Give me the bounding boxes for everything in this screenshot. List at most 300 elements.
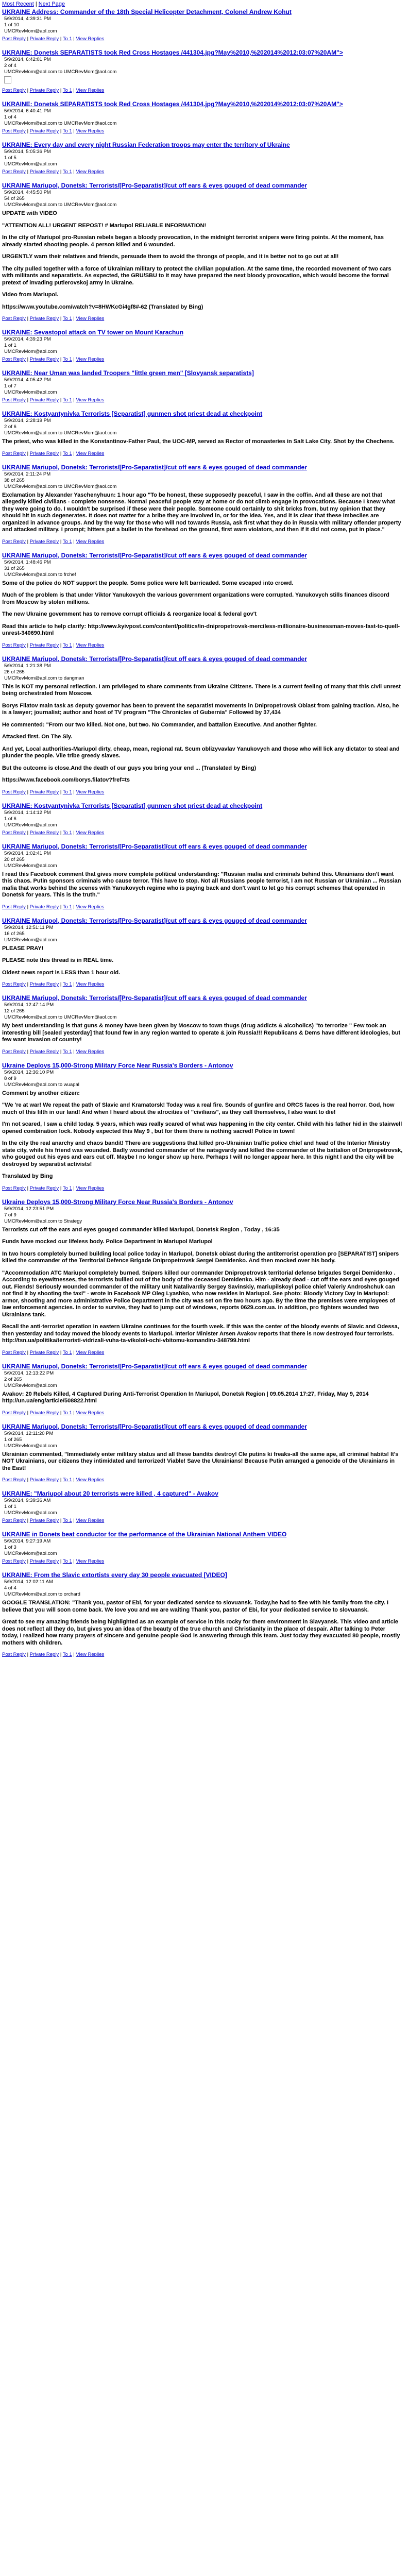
post-title-link[interactable]: UKRAINE Mariupol, Donetsk: Terrorists/[Pro-Separatist]/cut off ears & eyes gouged of dead commander	[2, 842, 307, 850]
private-reply-link[interactable]: Private Reply	[29, 1518, 59, 1523]
post-date: 5/9/2014, 12:23:51 PM	[4, 1206, 54, 1212]
link-separator: |	[25, 1185, 30, 1191]
post-count: 8 of 9	[4, 1075, 16, 1081]
private-reply-link[interactable]: Private Reply	[29, 1048, 59, 1055]
post-actions	[2, 397, 403, 403]
view-replies-link[interactable]: View Replies	[76, 829, 105, 836]
post-paragraph: URGENTLY warn their relatives and friends, persuade them to avoid the throngs of people, and it is better not to go out at all!	[2, 253, 339, 260]
view-replies-link[interactable]: View Replies	[76, 316, 105, 321]
to-link[interactable]: To 1	[62, 1652, 72, 1657]
post-author: UMCRevMom@aol.com to frchef	[4, 571, 76, 578]
private-reply-link[interactable]: Private Reply	[29, 1477, 59, 1483]
post-paragraph: Exclamation by Alexander Yaschenyhuun: 1 hour ago "To be honest, these supposedly peaceful, I saw in the coffin. And all these are not that allegedly killed civilians - complete nonsense. Normal peaceful people stay at home or do not climb engage in provocations. Because I knew what they were going to do. I wouldn't be surprised if these were their people. Someone could certainly to shit bricks from, but my opinion that they should hit in such degenerates. It does not matter for a bribe they are involved in, or for the idea. Yes, and it is clear that these imbeciles are organized in advance groups. And by the way for those who will nod towards Russia, ask first what they do in Russia with military offender property and attacked military. I prompt; hitters put a bullet in the forehead on the ground, first warn violators, and then if it did not come, put in place."	[2, 492, 401, 533]
post-author: UMCRevMom@aol.com	[4, 1510, 57, 1516]
post-count: 1 of 265	[4, 1436, 22, 1443]
post-author: UMCRevMom@aol.com to dangman	[4, 675, 84, 681]
link-separator: |	[25, 1410, 30, 1416]
link-separator: |	[59, 88, 63, 93]
private-reply-link[interactable]: Private Reply	[29, 169, 59, 175]
post-paragraph: The new Ukraine government has to remove corrupt officials & reorganize local & federal gov't	[2, 611, 257, 617]
private-reply-link[interactable]: Private Reply	[29, 316, 59, 321]
to-link[interactable]: To 1	[62, 1477, 72, 1483]
post-actions	[2, 1350, 403, 1355]
post-date: 5/9/2014, 12:02:11 AM	[4, 1579, 53, 1585]
link-separator: |	[59, 642, 63, 648]
post-actions	[2, 904, 403, 910]
message-post	[2, 1062, 403, 1191]
post-reply-link[interactable]: Post Reply	[2, 397, 26, 403]
post-author: UMCRevMom@aol.com to UMCRevMom@aol.com	[4, 69, 117, 75]
link-separator: |	[59, 1518, 63, 1523]
post-paragraph: Oldest news report is LESS than 1 hour old.	[2, 969, 121, 976]
post-title-link[interactable]: UKRAINE Mariupol, Donetsk: Terrorists/[Pro-Separatist]/cut off ears & eyes gouged of dead commander	[2, 463, 307, 471]
link-separator: |	[72, 1048, 76, 1055]
view-replies-link[interactable]: View Replies	[76, 1349, 105, 1355]
post-body	[2, 1451, 403, 1472]
post-paragraph: Great to see my amazing friends being highlighted as an example of service in this rocky for them environment in Slavyansk. This video and article does not reflect all they do, but gives you an idea of the beauty of the true church and Christianity in the place of despair. After talking to Peter today, I realized how many prayers of sincere and genuine people God is answering through this team. Just today they evacuated 80 people, mostly mothers with children.	[2, 1619, 400, 1646]
private-reply-link[interactable]: Private Reply	[29, 1185, 59, 1191]
link-separator: |	[72, 128, 76, 134]
link-separator: |	[72, 316, 76, 321]
post-date: 5/9/2014, 12:11:20 PM	[4, 1430, 54, 1436]
view-replies-link[interactable]: View Replies	[76, 981, 105, 987]
post-paragraph: The priest, who was killed in the Konstantinov-Father Paul, the UOC-MP, served as Rector of monasteries in Salt Lake City. Shot by the Chechens.	[2, 438, 395, 445]
to-link[interactable]: To 1	[62, 88, 72, 93]
post-body	[2, 580, 403, 637]
to-link[interactable]: To 1	[62, 1349, 72, 1355]
message-post	[2, 100, 403, 134]
private-reply-link[interactable]: Private Reply	[29, 1349, 59, 1355]
post-actions	[2, 88, 403, 93]
to-link[interactable]: To 1	[62, 1558, 72, 1564]
private-reply-link[interactable]: Private Reply	[29, 1558, 59, 1564]
post-title-link[interactable]: UKRAINE Mariupol, Donetsk: Terrorists/[Pro-Separatist]/cut off ears & eyes gouged of dead commander	[2, 1422, 307, 1430]
link-separator: |	[59, 1410, 63, 1416]
link-separator: |	[72, 1349, 76, 1355]
message-post	[2, 917, 403, 988]
link-separator: |	[72, 1185, 76, 1191]
link-separator: |	[25, 981, 30, 987]
to-link[interactable]: To 1	[62, 316, 72, 321]
link-separator: |	[25, 642, 30, 648]
post-paragraph: PLEASE PRAY!	[2, 945, 44, 952]
view-replies-link[interactable]: View Replies	[76, 1410, 105, 1416]
top-nav	[0, 0, 409, 8]
post-reply-link[interactable]: Post Reply	[2, 1048, 26, 1055]
post-count: 1 of 7	[4, 383, 16, 389]
message-post	[2, 802, 403, 836]
post-count: 1 of 5	[4, 155, 16, 161]
post-title-link[interactable]: UKRAINE Address: Commander of the 18th Special Helicopter Detachment, Colonel Andrew Kohut	[2, 8, 292, 15]
post-title-link[interactable]: UKRAINE Mariupol, Donetsk: Terrorists/[Pro-Separatist]/cut off ears & eyes gouged of dead commander	[2, 917, 307, 924]
link-separator: |	[59, 1048, 63, 1055]
link-separator: |	[25, 1652, 30, 1657]
link-separator: |	[72, 357, 76, 362]
post-reply-link[interactable]: Post Reply	[2, 450, 26, 456]
view-replies-link[interactable]: View Replies	[76, 1477, 105, 1483]
link-separator: |	[72, 1652, 76, 1657]
post-date: 5/9/2014, 6:42:01 PM	[4, 57, 51, 62]
post-reply-link[interactable]: Post Reply	[2, 36, 26, 42]
private-reply-link[interactable]: Private Reply	[29, 829, 59, 836]
private-reply-link[interactable]: Private Reply	[29, 450, 59, 456]
message-post	[2, 182, 403, 321]
message-post	[2, 994, 403, 1055]
link-separator: |	[25, 397, 30, 403]
to-link[interactable]: To 1	[62, 829, 72, 836]
to-link[interactable]: To 1	[62, 1410, 72, 1416]
private-reply-link[interactable]: Private Reply	[29, 36, 59, 42]
link-separator: |	[25, 36, 30, 42]
link-separator: |	[25, 450, 30, 456]
message-post	[2, 1571, 403, 1657]
post-title-link[interactable]: UKRAINE Mariupol, Donetsk: Terrorists/[Pro-Separatist]/cut off ears & eyes gouged of dead commander	[2, 655, 307, 663]
post-body	[2, 438, 403, 446]
to-link[interactable]: To 1	[62, 981, 72, 987]
post-reply-link[interactable]: Post Reply	[2, 1410, 26, 1416]
post-actions	[2, 1185, 403, 1191]
post-paragraph: Video from Mariupol.	[2, 292, 59, 298]
message-post	[2, 1490, 403, 1523]
post-title-link[interactable]: UKRAINE Mariupol, Donetsk: Terrorists/[Pro-Separatist]/cut off ears & eyes gouged of dead commander	[2, 551, 307, 559]
post-author: UMCRevMom@aol.com to orchard	[4, 1591, 80, 1597]
post-author: UMCRevMom@aol.com to UMCRevMom@aol.com	[4, 430, 117, 436]
view-replies-link[interactable]: View Replies	[76, 1185, 105, 1191]
private-reply-link[interactable]: Private Reply	[29, 789, 59, 795]
post-title-link[interactable]: UKRAINE: Donetsk SEPARATISTS took Red Cross Hostages /441304.jpg?May%2010,%202014%2012:03:07%20AM">	[2, 100, 343, 108]
post-author: UMCRevMom@aol.com	[4, 161, 57, 167]
link-separator: |	[25, 169, 30, 175]
post-date: 5/9/2014, 9:39:36 AM	[4, 1498, 51, 1503]
view-replies-link[interactable]: View Replies	[76, 1518, 105, 1523]
link-separator: |	[72, 169, 76, 175]
link-separator: |	[25, 1477, 30, 1483]
post-title-link[interactable]: UKRAINE: Near Uman was landed Troopers "little green men" [Slovyansk separatists]	[2, 369, 254, 377]
private-reply-link[interactable]: Private Reply	[29, 1652, 59, 1657]
to-link[interactable]: To 1	[62, 642, 72, 648]
message-post	[2, 1363, 403, 1416]
post-count: 1 of 4	[4, 114, 16, 120]
post-title-link[interactable]: UKRAINE Mariupol, Donetsk: Terrorists/[Pro-Separatist]/cut off ears & eyes gouged of dead commander	[2, 182, 307, 189]
post-paragraph: He commented: "From our two killed. Not one, but two. No Commander, and battalion Executive. And another fighter.	[2, 721, 317, 728]
message-post	[2, 464, 403, 545]
post-date: 5/9/2014, 6:40:41 PM	[4, 108, 51, 114]
private-reply-link[interactable]: Private Reply	[29, 538, 59, 545]
post-count: 1 of 1	[4, 1504, 16, 1510]
post-actions	[2, 981, 403, 987]
post-title-link[interactable]: UKRAINE: From the Slavic extortists every day 30 people evacuated [VIDEO]	[2, 1571, 227, 1579]
post-paragraph: Some of the police do NOT support the people. Some police were left barricaded. Some escaped into crowd.	[2, 580, 294, 586]
post-reply-link[interactable]: Post Reply	[2, 1652, 26, 1657]
broken-image-icon	[4, 76, 11, 83]
post-reply-link[interactable]: Post Reply	[2, 981, 26, 987]
post-actions	[2, 1558, 403, 1564]
post-paragraph: My best understanding is that guns & money have been given by Moscow to town thugs (drug addicts & alcoholics) "to terrorize " Few took an interesting bill [sealed yesterday] that found few in any region wanted to operate & join Russia!!! Republicans & Dems have different ideologies, but few want invasion of country!	[2, 1023, 401, 1043]
view-replies-link[interactable]: View Replies	[76, 169, 105, 175]
post-actions	[2, 830, 403, 836]
post-title-link[interactable]: UKRAINE: Every day and every night Russian Federation troops may enter the territory of Ukraine	[2, 141, 290, 148]
link-separator: |	[72, 1410, 76, 1416]
private-reply-link[interactable]: Private Reply	[29, 88, 59, 93]
view-replies-link[interactable]: View Replies	[76, 538, 105, 545]
link-separator: |	[25, 316, 30, 321]
link-separator: |	[25, 1048, 30, 1055]
post-actions	[2, 357, 403, 362]
link-separator: |	[59, 169, 63, 175]
post-reply-link[interactable]: Post Reply	[2, 1518, 26, 1523]
post-paragraph: Avakov: 20 Rebels Killed, 4 Captured During Anti-Terrorist Operation In Mariupol, Donetsk Region | 09.05.2014 17:27, Friday, May 9, 2014 http://un.ua/eng/article/508822.html	[2, 1391, 369, 1404]
post-reply-link[interactable]: Post Reply	[2, 316, 26, 321]
link-separator: |	[25, 904, 30, 910]
private-reply-link[interactable]: Private Reply	[29, 981, 59, 987]
post-title-link[interactable]: UKRAINE: Donetsk SEPARATISTS took Red Cross Hostages /441304.jpg?May%2010,%202014%2012:03:07%20AM">	[2, 49, 343, 56]
view-replies-link[interactable]: View Replies	[76, 1048, 105, 1055]
post-count: 1 of 6	[4, 816, 16, 822]
message-post	[2, 843, 403, 910]
post-title-link[interactable]: UKRAINE Mariupol, Donetsk: Terrorists/[Pro-Separatist]/cut off ears & eyes gouged of dead commander	[2, 1362, 307, 1370]
post-reply-link[interactable]: Post Reply	[2, 88, 26, 93]
post-paragraph: UPDATE with VIDEO	[2, 210, 57, 216]
link-separator: |	[59, 36, 63, 42]
post-paragraph: Comment by another citizen:	[2, 1090, 80, 1096]
private-reply-link[interactable]: Private Reply	[29, 1410, 59, 1416]
view-replies-link[interactable]: View Replies	[76, 1558, 105, 1564]
post-count: 16 of 265	[4, 930, 25, 937]
post-count: 2 of 6	[4, 424, 16, 430]
message-post	[2, 552, 403, 648]
view-replies-link[interactable]: View Replies	[76, 88, 105, 93]
link-separator: |	[59, 789, 63, 795]
private-reply-link[interactable]: Private Reply	[29, 397, 59, 403]
to-link[interactable]: To 1	[62, 36, 72, 42]
message-post	[2, 8, 403, 42]
post-author: UMCRevMom@aol.com	[4, 389, 57, 395]
to-link[interactable]: To 1	[62, 1185, 72, 1191]
link-separator: |	[25, 1558, 30, 1564]
post-paragraph: GOOGLE TRANSLATION: "Thank you, pastor of Ebi, for your dedicated service to slovuansk. Today,he had to flee with his family from the city. I believe that you will soon come back. We love you and we are waiting Thank you, pastor of Ebi, for your dedicated service to slovuansk.	[2, 1600, 389, 1613]
post-title-link[interactable]: UKRAINE Mariupol, Donetsk: Terrorists/[Pro-Separatist]/cut off ears & eyes gouged of dead commander	[2, 994, 307, 1002]
post-count: 7 of 9	[4, 1212, 16, 1218]
to-link[interactable]: To 1	[62, 128, 72, 134]
post-paragraph: I read this Facebook comment that gives more complete political understanding: "Russian mafia and criminals behind this. Ukrainians don't want this chaos. Putin sponsors criminals who cause terror. This have to stop. Not all Russians people terrorist, I am not Russian or Ukrainian ... Russian mafia that works behind the scenes with Yanukovych regime who is paying back and don't want to let go his corrupt schemes that operated in Donetsk for years. This is the truth."	[2, 871, 401, 898]
link-separator: |	[72, 88, 76, 93]
post-body	[2, 1600, 403, 1647]
view-replies-link[interactable]: View Replies	[76, 36, 105, 42]
link-separator: |	[72, 1477, 76, 1483]
link-separator: |	[59, 981, 63, 987]
nav-separator: |	[35, 1, 37, 7]
post-paragraph: https://www.facebook.com/borys.filatov?fref=ts	[2, 777, 130, 783]
post-title-link[interactable]: UKRAINE in Donets beat conductor for the performance of the Ukrainian National Anthem VIDEO	[2, 1531, 287, 1538]
post-count: 4 of 4	[4, 1585, 16, 1591]
next-page-link[interactable]: Next Page	[38, 1, 65, 7]
to-link[interactable]: To 1	[62, 169, 72, 175]
link-separator: |	[25, 357, 30, 362]
post-reply-link[interactable]: Post Reply	[2, 538, 26, 545]
message-post	[2, 410, 403, 456]
link-separator: |	[59, 1477, 63, 1483]
post-author: UMCRevMom@aol.com	[4, 937, 57, 943]
post-count: 12 of 265	[4, 1008, 25, 1014]
message-post	[2, 49, 403, 93]
link-separator: |	[72, 36, 76, 42]
private-reply-link[interactable]: Private Reply	[29, 357, 59, 362]
post-body	[2, 210, 403, 311]
post-date: 5/9/2014, 1:21:38 PM	[4, 663, 51, 669]
post-actions	[2, 1652, 403, 1657]
link-separator: |	[72, 538, 76, 545]
message-post	[2, 655, 403, 795]
post-actions	[2, 128, 403, 134]
post-author: UMCRevMom@aol.com	[4, 1443, 57, 1449]
private-reply-link[interactable]: Private Reply	[29, 128, 59, 134]
post-author: UMCRevMom@aol.com to wuapal	[4, 1081, 79, 1088]
post-reply-link[interactable]: Post Reply	[2, 642, 26, 648]
link-separator: |	[72, 1518, 76, 1523]
post-reply-link[interactable]: Post Reply	[2, 128, 26, 134]
post-author: UMCRevMom@aol.com to UMCRevMom@aol.com	[4, 202, 117, 208]
to-link[interactable]: To 1	[62, 450, 72, 456]
post-actions	[2, 316, 403, 321]
to-link[interactable]: To 1	[62, 789, 72, 795]
view-replies-link[interactable]: View Replies	[76, 1652, 105, 1657]
link-separator: |	[25, 88, 30, 93]
post-author: UMCRevMom@aol.com to UMCRevMom@aol.com	[4, 483, 117, 489]
post-paragraph: "Accommodation ATC Mariupol completely burned. Snipers killed our commander Dnipropetrovsk territorial defense brigades Sergei Demidenko . According to eyewitnesses, the terrorists bullied out of the body of the deceased Demidenko. Him - already dead - cut off the ears and eyes gouged out. Fiends! Seriously wounded commander of the military unit Natalivardiy Sergey Savinskiy, mariupilskoyi police chief Valeriy Androshchuk can not find it by shooting the taxi" - wrote in Facebook MP Oleg Lyashko, who now resides in Mariupol. See photo: Bloody Victory Day in Mariupol: armor, shooting and more administrative Police Department in the city was set on fire two hours ago. By the time the premises were employees of law enforcement agencies. In order to survive, they had to jump out of windows, reports 0629.com.ua. In addition, pro fighters wounded two Ukrainians tank.	[2, 1269, 399, 1318]
post-count: 2 of 4	[4, 63, 16, 69]
link-separator: |	[59, 538, 63, 545]
post-date: 5/9/2014, 12:47:14 PM	[4, 1002, 54, 1008]
message-post	[2, 141, 403, 175]
link-separator: |	[72, 789, 76, 795]
post-actions	[2, 1518, 403, 1523]
post-author: UMCRevMom@aol.com	[4, 862, 57, 869]
post-paragraph: Recall the anti-terrorist operation in eastern Ukraine continues for the fourth week. If this was the center of the bloody events of Slavic and Odessa, then yesterday and today moved the bloody events to Mariupol. Interior Minister Arsen Avakov reports that there is now destroyed four terrorists. http://tsn.ua/politika/terroristi-vidrizali-vuha-ta-vikololi-ochi-vbitomu-komandiru-348799.html	[2, 1324, 399, 1344]
view-replies-link[interactable]: View Replies	[76, 128, 105, 134]
post-author: UMCRevMom@aol.com to Strategy	[4, 1218, 82, 1224]
post-paragraph: But the outcome is close.And the death of our guys you bring your end ... (Translated by Bing)	[2, 765, 257, 771]
link-separator: |	[59, 829, 63, 836]
link-separator: |	[25, 829, 30, 836]
link-separator: |	[25, 538, 30, 545]
post-title-link[interactable]: Ukraine Deploys 15,000-Strong Military Force Near Russia's Borders - Antonov	[2, 1198, 233, 1206]
post-reply-link[interactable]: Post Reply	[2, 829, 26, 836]
post-body	[2, 1227, 403, 1345]
most-recent-link[interactable]: Most Recent	[2, 1, 34, 7]
post-date: 5/9/2014, 2:11:24 PM	[4, 471, 51, 477]
post-date: 5/9/2014, 4:45:50 PM	[4, 190, 51, 195]
post-actions	[2, 642, 403, 648]
post-paragraph: "ATTENTION ALL! URGENT REPOST! # Mariupol RELIABLE INFORMATION!	[2, 222, 207, 229]
post-title-link[interactable]: Ukraine Deploys 15,000-Strong Military Force Near Russia's Borders - Antonov	[2, 1061, 233, 1069]
message-post	[2, 369, 403, 403]
post-author: UMCRevMom@aol.com	[4, 1551, 57, 1556]
post-date: 5/9/2014, 1:02:41 PM	[4, 850, 51, 856]
to-link[interactable]: To 1	[62, 538, 72, 545]
post-reply-link[interactable]: Post Reply	[2, 357, 26, 362]
post-paragraph: In the city of Mariupol pro-Russian rebels began a bloody provocation, in the midnight terrorist snipers were firing points. At the moment, has already started shooting people. 4 person killed and 6 wounded.	[2, 234, 384, 248]
post-date: 5/9/2014, 5:05:36 PM	[4, 149, 51, 155]
post-title-link[interactable]: UKRAINE: Kostyantynivka Terrorists [Separatist] gunmen shot priest dead at checkpoint	[2, 802, 263, 809]
view-replies-link[interactable]: View Replies	[76, 450, 105, 456]
post-reply-link[interactable]: Post Reply	[2, 1185, 26, 1191]
post-paragraph: This is NOT my personal reflection. I am privileged to share comments from Ukraine Citizens. There is a current feeling of many that this civil unrest being orchestrated from Moscow.	[2, 683, 401, 697]
private-reply-link[interactable]: Private Reply	[29, 642, 59, 648]
to-link[interactable]: To 1	[62, 357, 72, 362]
link-separator: |	[72, 450, 76, 456]
post-date: 5/9/2014, 1:14:12 PM	[4, 809, 51, 816]
post-paragraph: Attacked first. On The Sly.	[2, 734, 73, 740]
link-separator: |	[59, 450, 63, 456]
post-body	[2, 1023, 403, 1044]
post-count: 1 of 1	[4, 343, 16, 348]
post-date: 5/9/2014, 12:13:22 PM	[4, 1370, 54, 1376]
post-count: 38 of 265	[4, 477, 25, 483]
post-author: UMCRevMom@aol.com	[4, 1382, 57, 1388]
link-separator: |	[25, 789, 30, 795]
post-count: 1 of 3	[4, 1545, 16, 1550]
link-separator: |	[25, 1518, 30, 1523]
post-paragraph: "We 're at war! We repeat the path of Slavic and Kramatorsk! Today was a real fire. Sounds of gunfire and ORCS faces is the real horror. God, how much of this filth in our land! And when I heard about the atrocities of "civilians", as they call themselves, I also want to die!	[2, 1102, 395, 1115]
post-date: 5/9/2014, 2:28:19 PM	[4, 418, 51, 423]
view-replies-link[interactable]: View Replies	[76, 397, 105, 403]
to-link[interactable]: To 1	[62, 397, 72, 403]
to-link[interactable]: To 1	[62, 1518, 72, 1523]
view-replies-link[interactable]: View Replies	[76, 904, 105, 910]
link-separator: |	[25, 1349, 30, 1355]
post-actions	[2, 36, 403, 42]
post-count: 1 of 10	[4, 22, 20, 28]
post-reply-link[interactable]: Post Reply	[2, 789, 26, 795]
post-date: 5/9/2014, 4:39:23 PM	[4, 336, 51, 342]
post-author: UMCRevMom@aol.com to UMCRevMom@aol.com	[4, 1014, 117, 1020]
post-title-link[interactable]: UKRAINE: Sevastopol attack on TV tower on Mount Karachun	[2, 329, 184, 336]
link-separator: |	[59, 1652, 63, 1657]
post-paragraph: The city pulled together with a force of Ukrainian military to protect the civilian population. At the same time, the recorded movement of two cars with militants and separatists. As expected, the GRU/SBU to it may have prepared the next bloody provocation, which would become the formal pretext of invading putlerovskoj army in Ukraine.	[2, 265, 391, 286]
to-link[interactable]: To 1	[62, 1048, 72, 1055]
post-author: UMCRevMom@aol.com	[4, 28, 57, 34]
message-feed	[0, 8, 405, 1657]
view-replies-link[interactable]: View Replies	[76, 789, 105, 795]
link-separator: |	[59, 397, 63, 403]
post-paragraph: Translated by Bing	[2, 1173, 53, 1179]
post-author: UMCRevMom@aol.com	[4, 349, 57, 354]
view-replies-link[interactable]: View Replies	[76, 357, 105, 362]
post-paragraph: In the city the real anarchy and chaos bandit! There are suggestions that killed pro-Ukrainian traffic police chief and head of the Interior Ministry state city, while his friend was wounded. Badly wounded commander of the natsgvardy and killed the commander of the battalion of Dnipropetrovsk, who gouged out his eyes and ears cut off. Maybe I no longer show up here. Perhaps I will no longer appear here. In this night I and the city will be destroyed by separatist activists!	[2, 1140, 403, 1167]
to-link[interactable]: To 1	[62, 904, 72, 910]
post-title-link[interactable]: UKRAINE: Kostyantynivka Terrorists [Separatist] gunmen shot priest dead at checkpoint	[2, 410, 263, 417]
private-reply-link[interactable]: Private Reply	[29, 904, 59, 910]
post-count: 26 of 265	[4, 669, 25, 675]
view-replies-link[interactable]: View Replies	[76, 642, 105, 648]
post-paragraph: https://www.youtube.com/watch?v=8HWKcGi4gf8#-62 (Translated by Bing)	[2, 303, 203, 310]
post-reply-link[interactable]: Post Reply	[2, 169, 26, 175]
message-post	[2, 1198, 403, 1355]
post-body	[2, 1090, 403, 1180]
post-body	[2, 684, 403, 784]
link-separator: |	[72, 829, 76, 836]
link-separator: |	[72, 904, 76, 910]
post-reply-link[interactable]: Post Reply	[2, 1558, 26, 1564]
link-separator: |	[59, 904, 63, 910]
post-paragraph: Terrorists cut off the ears and eyes gouged commander killed Mariupol, Donetsk Region , Today , 16:35	[2, 1226, 280, 1233]
post-reply-link[interactable]: Post Reply	[2, 904, 26, 910]
post-title-link[interactable]: UKRAINE: "Mariupol about 20 terrorists were killed , 4 captured" - Avakov	[2, 1490, 218, 1497]
post-body	[2, 871, 403, 899]
post-body	[2, 492, 403, 534]
post-reply-link[interactable]: Post Reply	[2, 1349, 26, 1355]
post-reply-link[interactable]: Post Reply	[2, 1477, 26, 1483]
